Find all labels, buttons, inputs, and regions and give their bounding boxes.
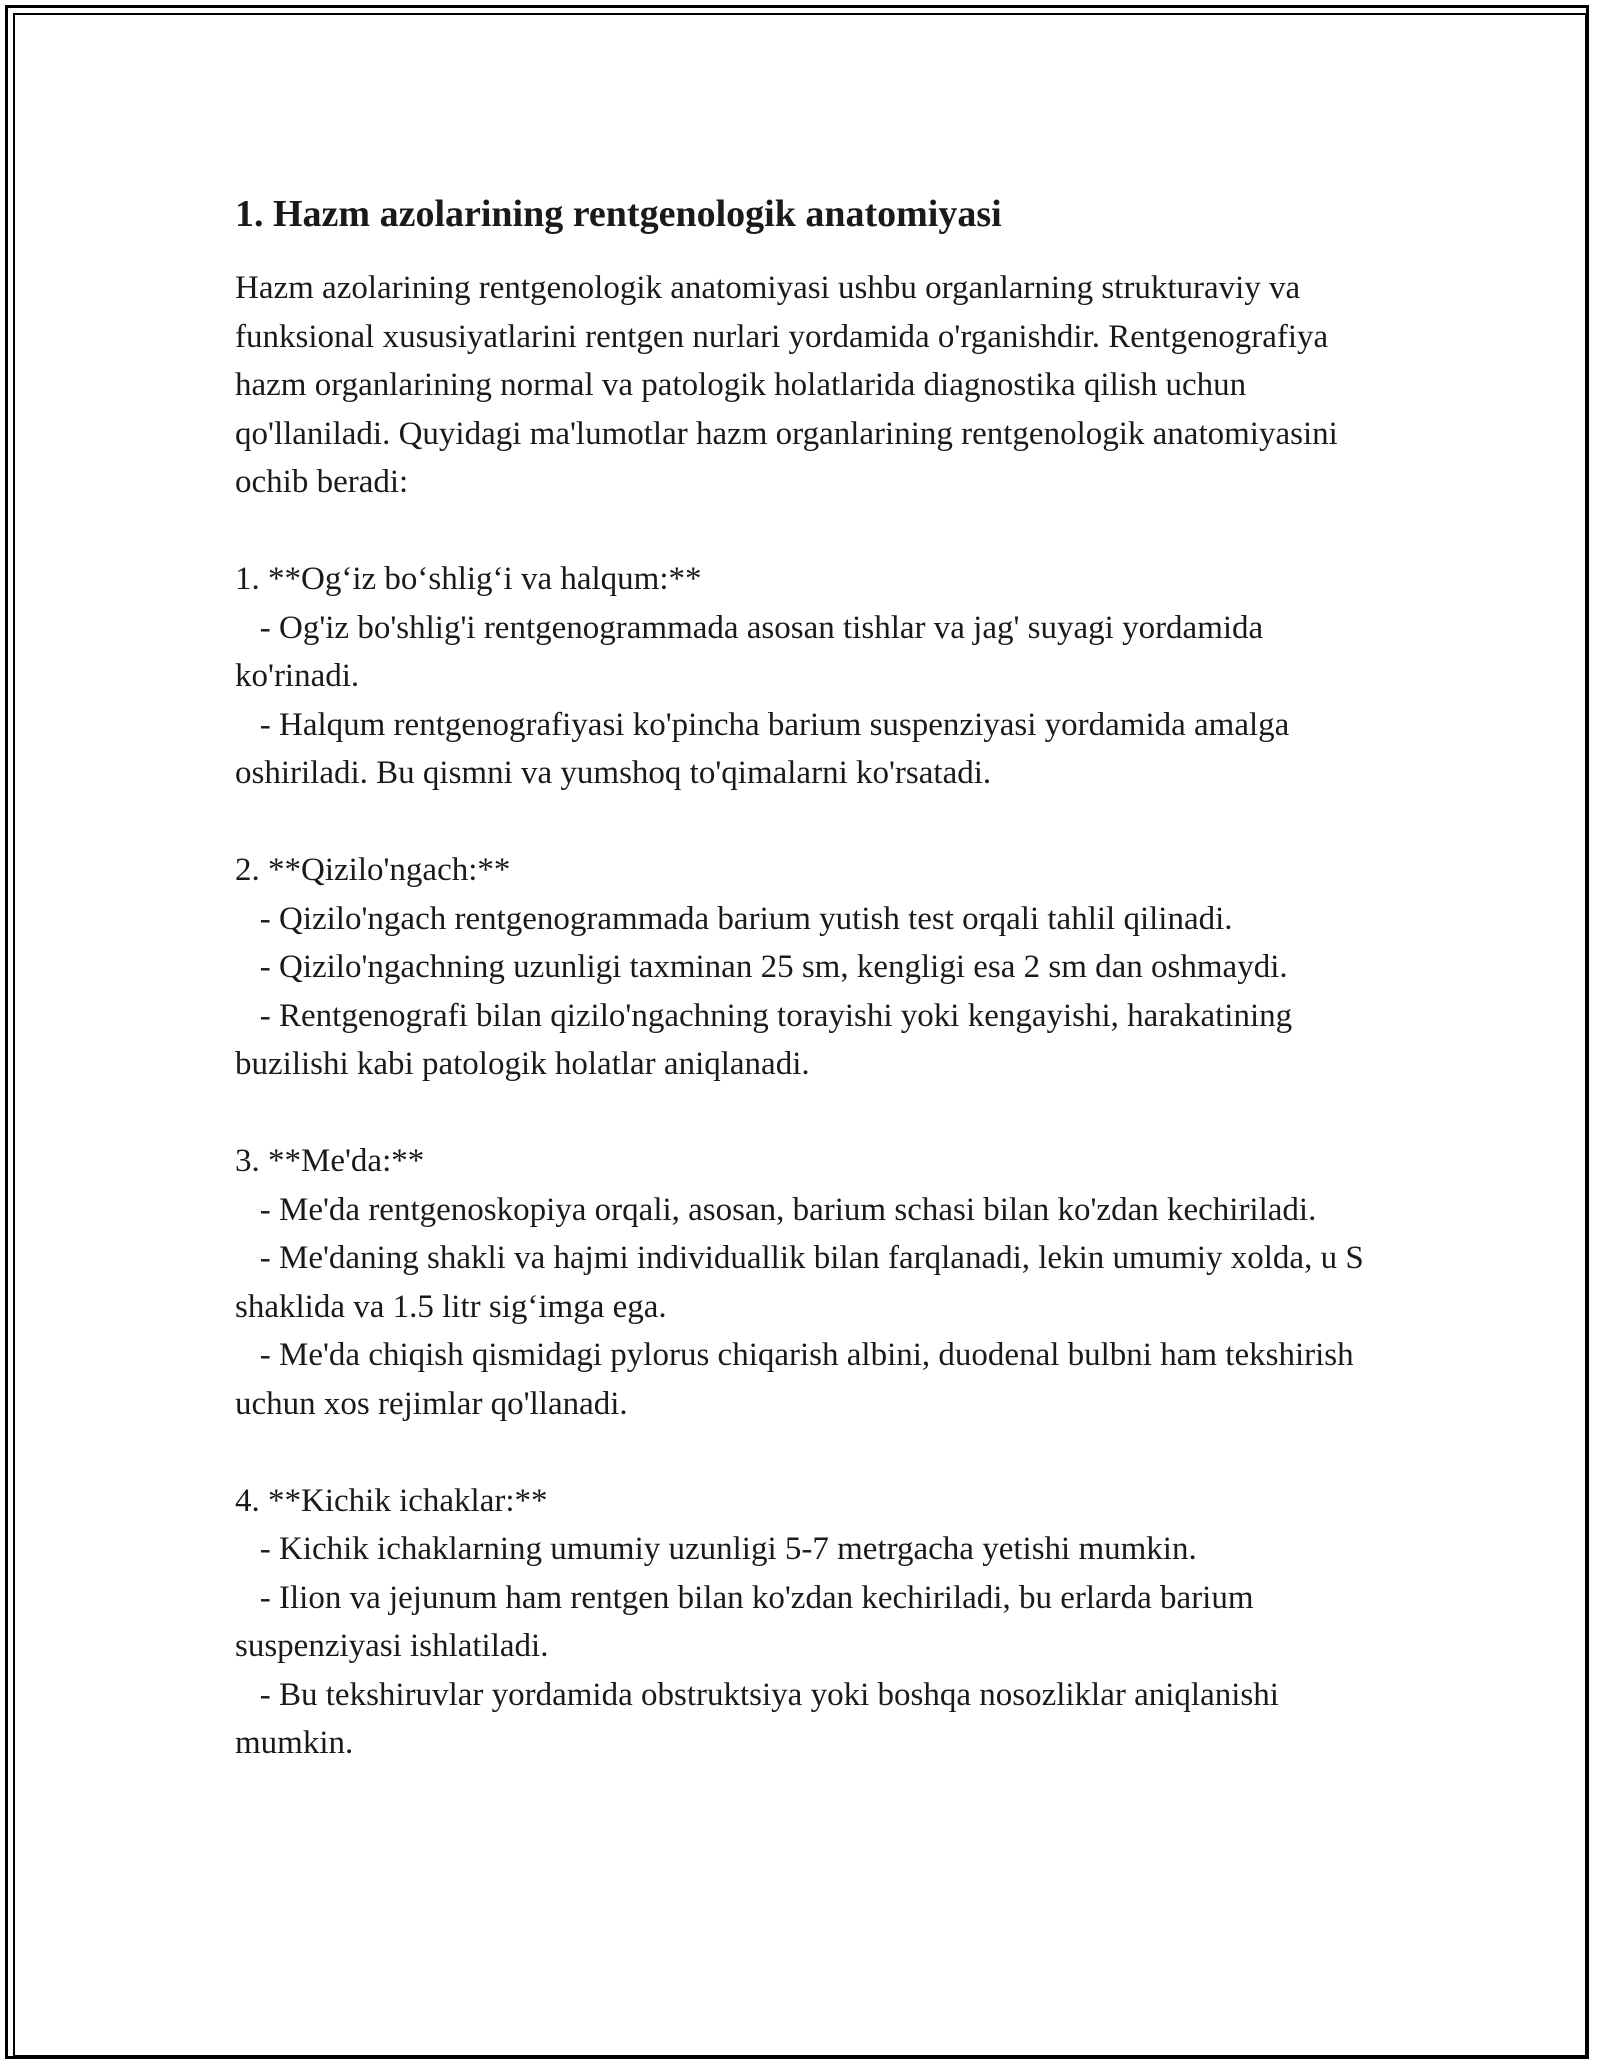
- section-esophagus: [235, 846, 1375, 1089]
- spacer: [235, 507, 1375, 556]
- bullet-item: - Me'daning shakli va hajmi individuallik bilan farqlanadi, lekin umumiy xolda, u S shaklida va 1.5 litr sig‘imga ega.: [235, 1240, 1372, 1325]
- section-heading: 2. **Qizilo'ngach:**: [235, 852, 511, 888]
- section-oral-cavity: [235, 555, 1375, 798]
- bullet-item: - Kichik ichaklarning umumiy uzunligi 5-7 metrgacha yetishi mumkin.: [235, 1531, 1197, 1567]
- section-stomach: [235, 1137, 1375, 1428]
- bullet-item: - Halqum rentgenografiyasi ko'pincha barium suspenziyasi yordamida amalga oshiriladi. Bu qismni va yumshoq to'qimalarni ko'rsatadi.: [235, 706, 1298, 791]
- bullet-item: - Ilion va jejunum ham rentgen bilan ko'zdan kechiriladi, bu erlarda barium suspenziyasi ishlatiladi.: [235, 1579, 1262, 1664]
- section-heading: 1. **Og‘iz bo‘shlig‘i va halqum:**: [235, 561, 702, 597]
- bullet-item: - Qizilo'ngach rentgenogrammada barium yutish test orqali tahlil qilinadi.: [235, 900, 1233, 937]
- spacer: [235, 798, 1375, 847]
- bullet-item: - Og'iz bo'shlig'i rentgenogrammada asosan tishlar va jag' suyagi yordamida ko'rinadi.: [235, 609, 1272, 694]
- spacer: [235, 1428, 1375, 1477]
- document-body: [235, 184, 1375, 1768]
- section-heading: 4. **Kichik ichaklar:**: [235, 1482, 548, 1519]
- bullet-item: - Me'da rentgenoskopiya orqali, asosan, barium schasi bilan ko'zdan kechiriladi.: [235, 1191, 1317, 1228]
- intro-paragraph: Hazm azolarining rentgenologik anatomiyasi ushbu organlarning strukturaviy va funksional xususiyatlarini rentgen nurlari yordamida o'rganishdir. Rentgenografiya hazm organlarining normal va patologik holatlarida diagnostika qilish uchun qo'llaniladi. Quyidagi ma'lumotlar hazm organlarining rentgenologik anatomiyasini ochib beradi:: [235, 270, 1347, 500]
- section-small-intestine: [235, 1477, 1375, 1768]
- bullet-item: - Me'da chiqish qismidagi pylorus chiqarish albini, duodenal bulbni ham tekshirish uchun xos rejimlar qo'llanadi.: [235, 1337, 1362, 1422]
- section-heading: 3. **Me'da:**: [235, 1143, 425, 1179]
- bullet-item: - Bu tekshiruvlar yordamida obstruktsiya yoki boshqa nosozliklar aniqlanishi mumkin.: [235, 1676, 1288, 1761]
- document-title: 1. Hazm azolarining rentgenologik anatomiyasi: [235, 193, 1002, 235]
- bullet-item: - Rentgenografi bilan qizilo'ngachning torayishi yoki kengayishi, harakatining buzilishi kabi patologik holatlar aniqlanadi.: [235, 997, 1301, 1082]
- bullet-item: - Qizilo'ngachning uzunligi taxminan 25 sm, kengligi esa 2 sm dan oshmaydi.: [235, 949, 1288, 985]
- spacer: [235, 1089, 1375, 1138]
